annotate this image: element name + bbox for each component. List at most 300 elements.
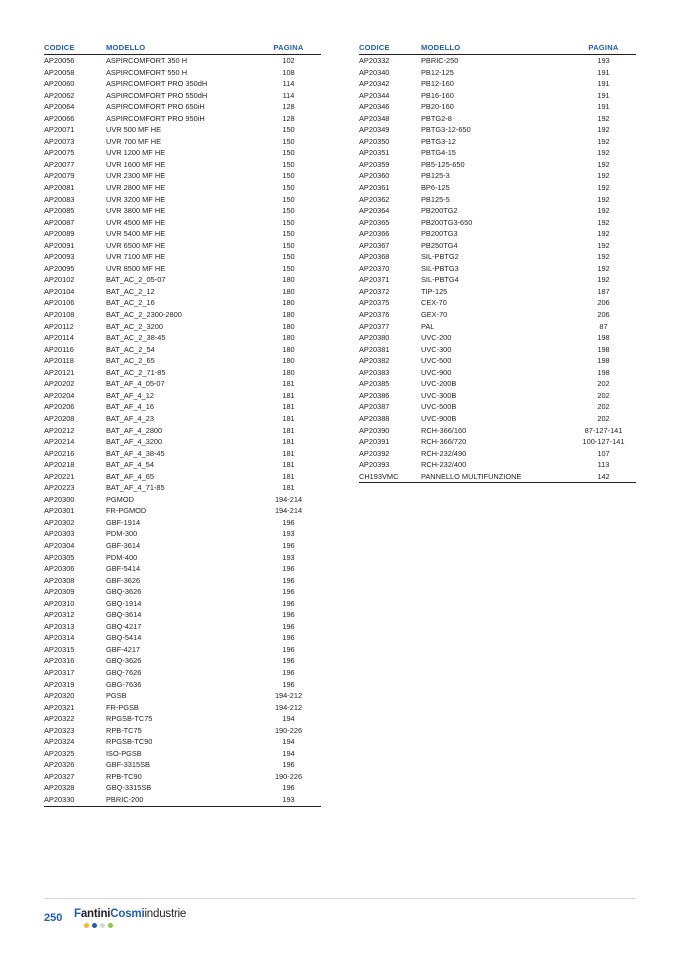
cell-model: PB12-125 — [421, 67, 454, 77]
cell-code: AP20212 — [44, 425, 75, 435]
column-header-model: MODELLO — [106, 40, 256, 55]
cell-code: AP20382 — [359, 356, 390, 366]
cell-code: AP20056 — [44, 56, 75, 65]
table-row — [44, 297, 321, 309]
table-row — [44, 552, 321, 564]
table-row — [359, 194, 636, 206]
table-row — [44, 644, 321, 656]
cell-model: ASPIRCOMFORT 350 H — [106, 56, 188, 65]
table-row — [44, 67, 321, 79]
brand-logo-industrie: industrie — [144, 908, 187, 920]
cell-model: BAT_AC_2_3200 — [106, 321, 163, 331]
cell-model: UVR 2800 MF HE — [106, 183, 166, 193]
cell-code: AP20324 — [44, 737, 75, 747]
table-row — [44, 505, 321, 517]
table-row — [44, 55, 321, 67]
cell-page: 190-226 — [274, 771, 303, 781]
cell-model: GBQ-3626 — [106, 587, 142, 597]
table-row — [359, 55, 636, 67]
cell-model: BAT_AF_4_71-85 — [106, 483, 165, 493]
cell-model: GBF-5414 — [106, 564, 141, 574]
cell-code: AP20386 — [359, 390, 390, 400]
cell-model: PBTG3-12-650 — [421, 125, 471, 135]
table-row — [44, 517, 321, 529]
brand-logo-cosmi: Cosmi — [110, 908, 145, 920]
cell-code: AP20071 — [44, 125, 75, 135]
cell-code: AP20091 — [44, 240, 75, 250]
cell-model: UVR 1200 MF HE — [106, 148, 166, 158]
cell-model: BAT_AF_4_54 — [106, 460, 154, 470]
cell-model: CEX-70 — [421, 298, 447, 308]
cell-page: 180 — [282, 367, 295, 377]
table-row — [359, 378, 636, 390]
table-row — [359, 401, 636, 413]
cell-page: 192 — [597, 206, 610, 216]
table-row — [359, 367, 636, 379]
index-column-left — [44, 40, 321, 807]
cell-model: UVC-200 — [421, 333, 452, 343]
cell-model: SIL-PBTG4 — [421, 275, 459, 285]
cell-page: 181 — [282, 425, 295, 435]
cell-model: BAT_AC_2_71-85 — [106, 367, 166, 377]
table-row — [44, 90, 321, 102]
cell-page: 181 — [282, 483, 295, 493]
cell-page: 194 — [282, 748, 295, 758]
cell-page: 194-212 — [274, 702, 303, 712]
cell-page: 181 — [282, 379, 295, 389]
cell-page: 202 — [597, 402, 610, 412]
cell-model: PDM-400 — [106, 552, 138, 562]
table-row — [44, 794, 321, 806]
table-row — [44, 713, 321, 725]
table-row — [44, 332, 321, 344]
cell-model: GBF-3315SB — [106, 760, 150, 770]
cell-page: 196 — [282, 760, 295, 770]
cell-model: PBTG2-8 — [421, 113, 452, 123]
cell-code: AP20388 — [359, 413, 390, 423]
table-row — [44, 540, 321, 552]
cell-page: 180 — [282, 344, 295, 354]
cell-model: BAT_AF_4_05-07 — [106, 379, 165, 389]
cell-code: AP20304 — [44, 540, 75, 550]
cell-page: 202 — [597, 413, 610, 423]
cell-code: AP20306 — [44, 564, 75, 574]
cell-page: 180 — [282, 321, 295, 331]
cell-code: AP20104 — [44, 286, 75, 296]
cell-page: 181 — [282, 471, 295, 481]
cell-page: 192 — [597, 183, 610, 193]
table-row — [359, 182, 636, 194]
cell-page: 194-214 — [274, 506, 303, 516]
cell-code: AP20375 — [359, 298, 390, 308]
cell-code: AP20221 — [44, 471, 75, 481]
cell-code: AP20202 — [44, 379, 75, 389]
cell-code: AP20079 — [44, 171, 75, 181]
cell-model: RPGSB-TC75 — [106, 714, 153, 724]
cell-code: AP20365 — [359, 217, 390, 227]
cell-page: 150 — [282, 125, 295, 135]
cell-page: 180 — [282, 275, 295, 285]
cell-code: AP20320 — [44, 691, 75, 701]
table-row — [44, 378, 321, 390]
cell-page: 180 — [282, 356, 295, 366]
table-row — [44, 182, 321, 194]
brand-logo-text — [74, 908, 187, 920]
cell-code: AP20328 — [44, 783, 75, 793]
cell-model: UVC-200B — [421, 379, 457, 389]
cell-code: AP20310 — [44, 598, 75, 608]
table-row — [44, 159, 321, 171]
cell-model: BAT_AC_2_65 — [106, 356, 155, 366]
cell-page: 192 — [597, 263, 610, 273]
cell-page: 87 — [599, 321, 608, 331]
table-row — [359, 113, 636, 125]
cell-model: BAT_AF_4_65 — [106, 471, 154, 481]
cell-code: CH193VMC — [359, 471, 421, 483]
cell-code: AP20062 — [44, 90, 75, 100]
logo-dot-blue — [92, 923, 97, 928]
brand-logo — [74, 908, 187, 934]
table-row — [359, 159, 636, 171]
cell-model: SIL-PBTG3 — [421, 263, 459, 273]
cell-page: 150 — [282, 229, 295, 239]
cell-code: AP20077 — [44, 159, 75, 169]
cell-model: UVR 6500 MF HE — [106, 240, 166, 250]
cell-code: AP20348 — [359, 113, 390, 123]
cell-model: TIP-125 — [421, 286, 448, 296]
cell-page: 193 — [597, 56, 610, 65]
cell-page: 114 — [282, 90, 295, 100]
cell-model: PB12-160 — [421, 79, 454, 89]
cell-code: AP20058 — [44, 67, 75, 77]
cell-model: GBQ-5414 — [106, 633, 142, 643]
cell-code: AP20204 — [44, 390, 75, 400]
table-row — [44, 390, 321, 402]
table-row — [44, 771, 321, 783]
table-row — [44, 448, 321, 460]
cell-code: AP20208 — [44, 413, 75, 423]
table-row — [44, 367, 321, 379]
table-row — [44, 147, 321, 159]
cell-page: 206 — [597, 310, 610, 320]
cell-page: 180 — [282, 310, 295, 320]
cell-code: AP20218 — [44, 460, 75, 470]
cell-model: GBF-1914 — [106, 517, 141, 527]
cell-page: 114 — [282, 79, 295, 89]
table-row — [44, 621, 321, 633]
cell-code: AP20214 — [44, 437, 75, 447]
cell-model: UVC-300 — [421, 344, 452, 354]
table-row — [44, 632, 321, 644]
cell-page: 181 — [282, 413, 295, 423]
cell-code: AP20087 — [44, 217, 75, 227]
cell-page: 187 — [597, 286, 610, 296]
table-row — [44, 228, 321, 240]
table-row — [359, 297, 636, 309]
table-header-row — [44, 40, 321, 55]
cell-page: 181 — [282, 460, 295, 470]
cell-model: GBQ-4217 — [106, 621, 142, 631]
table-row — [359, 136, 636, 148]
cell-page: 193 — [282, 552, 295, 562]
cell-model: PB250TG4 — [421, 240, 458, 250]
table-row — [44, 413, 321, 425]
cell-model: PDM-300 — [106, 529, 138, 539]
cell-code: AP20387 — [359, 402, 390, 412]
cell-code: AP20321 — [44, 702, 75, 712]
cell-code: AP20317 — [44, 667, 75, 677]
cell-model: PB200TG2 — [421, 206, 458, 216]
table-row — [359, 390, 636, 402]
cell-page: 181 — [282, 437, 295, 447]
table-row — [44, 598, 321, 610]
cell-page: 193 — [256, 794, 321, 806]
cell-model: GBQ-3315SB — [106, 783, 152, 793]
cell-page: 142 — [571, 471, 636, 483]
cell-page: 192 — [597, 113, 610, 123]
cell-page: 150 — [282, 206, 295, 216]
cell-code: AP20325 — [44, 748, 75, 758]
table-row — [44, 344, 321, 356]
cell-model: PB125-3 — [421, 171, 450, 181]
cell-model: SIL-PBTG2 — [421, 252, 459, 262]
cell-page: 113 — [597, 460, 610, 470]
cell-code: AP20351 — [359, 148, 390, 158]
cell-model: GBQ-1914 — [106, 598, 142, 608]
table-row — [44, 309, 321, 321]
cell-model: RCH-366/160 — [421, 425, 467, 435]
cell-model: GBG-7636 — [106, 679, 142, 689]
table-row — [359, 147, 636, 159]
cell-model: ASPIRCOMFORT PRO 550dH — [106, 90, 208, 100]
table-row — [44, 528, 321, 540]
cell-code: AP20303 — [44, 529, 75, 539]
cell-model: PBRIC-200 — [106, 794, 256, 806]
cell-page: 206 — [597, 298, 610, 308]
cell-code: AP20385 — [359, 379, 390, 389]
cell-page: 196 — [282, 598, 295, 608]
table-row — [359, 101, 636, 113]
table-row — [44, 78, 321, 90]
cell-model: GBQ-3614 — [106, 610, 142, 620]
table-row — [44, 113, 321, 125]
cell-code: AP20095 — [44, 263, 75, 273]
cell-page: 192 — [597, 194, 610, 204]
column-header-page: PAGINA — [571, 40, 636, 55]
cell-code: AP20391 — [359, 437, 390, 447]
cell-model: UVR 2300 MF HE — [106, 171, 166, 181]
column-header-model: MODELLO — [421, 40, 571, 55]
table-row — [44, 586, 321, 598]
table-row — [359, 332, 636, 344]
cell-page: 196 — [282, 667, 295, 677]
cell-model: UVC-500 — [421, 356, 452, 366]
logo-dot-yellow — [84, 923, 89, 928]
cell-page: 202 — [597, 379, 610, 389]
cell-page: 192 — [597, 252, 610, 262]
cell-code: AP20322 — [44, 714, 75, 724]
cell-code: AP20360 — [359, 171, 390, 181]
cell-model: GBF-3626 — [106, 575, 141, 585]
cell-code: AP20361 — [359, 183, 390, 193]
table-row — [359, 263, 636, 275]
cell-code: AP20372 — [359, 286, 390, 296]
table-row — [359, 321, 636, 333]
cell-model: FR-PGMOD — [106, 506, 147, 516]
page-number: 250 — [44, 912, 63, 924]
cell-code: AP20121 — [44, 367, 75, 377]
table-row — [359, 228, 636, 240]
cell-page: 198 — [597, 344, 610, 354]
cell-page: 192 — [597, 229, 610, 239]
table-row — [44, 240, 321, 252]
cell-code: AP20362 — [359, 194, 390, 204]
table-row — [359, 459, 636, 471]
cell-code: AP20323 — [44, 725, 75, 735]
cell-code: AP20106 — [44, 298, 75, 308]
cell-page: 180 — [282, 333, 295, 343]
cell-code: AP20301 — [44, 506, 75, 516]
cell-code: AP20060 — [44, 79, 75, 89]
table-row — [44, 702, 321, 714]
cell-code: AP20314 — [44, 633, 75, 643]
cell-model: PB125-5 — [421, 194, 450, 204]
index-table-left — [44, 40, 321, 807]
cell-code: AP20393 — [359, 460, 390, 470]
cell-page: 194-214 — [274, 494, 303, 504]
cell-code: AP20367 — [359, 240, 390, 250]
cell-page: 150 — [282, 252, 295, 262]
table-row — [359, 436, 636, 448]
cell-page: 150 — [282, 194, 295, 204]
cell-model: UVR 1600 MF HE — [106, 159, 166, 169]
table-row — [44, 401, 321, 413]
cell-model: UVC-900B — [421, 413, 457, 423]
cell-model: BAT_AF_4_16 — [106, 402, 154, 412]
cell-code: AP20093 — [44, 252, 75, 262]
cell-model: PB20-160 — [421, 102, 454, 112]
table-row — [44, 494, 321, 506]
cell-page: 150 — [282, 136, 295, 146]
cell-model: PB200TG3 — [421, 229, 458, 239]
cell-code: AP20116 — [44, 344, 74, 354]
cell-page: 107 — [597, 448, 610, 458]
cell-model: ASPIRCOMFORT PRO 650iH — [106, 102, 205, 112]
table-row — [44, 217, 321, 229]
cell-model: BAT_AC_2_54 — [106, 344, 155, 354]
logo-dot-green — [108, 923, 113, 928]
brand-logo-antini: antini — [80, 908, 111, 920]
cell-model: UVR 4500 MF HE — [106, 217, 166, 227]
cell-code: AP20305 — [44, 552, 75, 562]
cell-page: 196 — [282, 540, 295, 550]
cell-page: 181 — [282, 402, 295, 412]
index-column-right — [359, 40, 636, 483]
cell-page: 194 — [282, 737, 295, 747]
cell-model: PB16-160 — [421, 90, 454, 100]
table-row — [359, 413, 636, 425]
table-row — [359, 355, 636, 367]
cell-page: 150 — [282, 171, 295, 181]
cell-code: AP20108 — [44, 310, 75, 320]
index-columns — [44, 40, 636, 807]
table-row — [359, 124, 636, 136]
cell-page: 196 — [282, 587, 295, 597]
table-row — [359, 286, 636, 298]
cell-code: AP20326 — [44, 760, 75, 770]
cell-model: BAT_AF_4_2800 — [106, 425, 163, 435]
cell-page: 196 — [282, 517, 295, 527]
table-row — [44, 286, 321, 298]
cell-model: GEX-70 — [421, 310, 448, 320]
cell-page: 196 — [282, 610, 295, 620]
cell-model: UVR 7100 MF HE — [106, 252, 166, 262]
cell-page: 193 — [282, 529, 295, 539]
column-header-code: CODICE — [359, 40, 421, 55]
cell-code: AP20102 — [44, 275, 75, 285]
cell-model: PBTG4-15 — [421, 148, 456, 158]
cell-page: 196 — [282, 564, 295, 574]
cell-code: AP20332 — [359, 56, 390, 65]
cell-page: 108 — [282, 67, 295, 77]
cell-page: 192 — [597, 125, 610, 135]
cell-model: UVR 3200 MF HE — [106, 194, 166, 204]
cell-code: AP20083 — [44, 194, 75, 204]
cell-model: ASPIRCOMFORT PRO 350dH — [106, 79, 208, 89]
table-row — [44, 205, 321, 217]
cell-code: AP20366 — [359, 229, 390, 239]
table-row — [359, 344, 636, 356]
cell-page: 191 — [597, 79, 610, 89]
table-row — [359, 170, 636, 182]
cell-code: AP20330 — [44, 794, 106, 806]
table-row — [44, 471, 321, 483]
cell-page: 191 — [597, 90, 610, 100]
cell-code: AP20364 — [359, 206, 390, 216]
cell-model: GBQ-7626 — [106, 667, 142, 677]
table-row — [44, 759, 321, 771]
cell-model: RCH-366/720 — [421, 437, 467, 447]
table-row — [359, 425, 636, 437]
cell-page: 192 — [597, 275, 610, 285]
cell-model: UVR 8500 MF HE — [106, 263, 166, 273]
table-row — [44, 124, 321, 136]
index-table-right — [359, 40, 636, 483]
cell-model: FR-PGSB — [106, 702, 139, 712]
cell-model: PAL — [421, 321, 435, 331]
cell-page: 180 — [282, 298, 295, 308]
cell-model: UVC-900 — [421, 367, 452, 377]
cell-code: AP20359 — [359, 159, 390, 169]
cell-page: 198 — [597, 356, 610, 366]
cell-code: AP20064 — [44, 102, 75, 112]
cell-code: AP20302 — [44, 517, 75, 527]
table-row — [44, 482, 321, 494]
table-row — [44, 609, 321, 621]
cell-page: 150 — [282, 148, 295, 158]
cell-page: 181 — [282, 448, 295, 458]
cell-model: BAT_AF_4_3200 — [106, 437, 163, 447]
cell-model: RPGSB-TC90 — [106, 737, 153, 747]
cell-page: 150 — [282, 240, 295, 250]
cell-page: 102 — [282, 56, 295, 65]
cell-model: UVC-500B — [421, 402, 457, 412]
cell-code: AP20316 — [44, 656, 75, 666]
cell-page: 196 — [282, 633, 295, 643]
table-row — [44, 655, 321, 667]
cell-code: AP20376 — [359, 310, 390, 320]
cell-code: AP20308 — [44, 575, 75, 585]
